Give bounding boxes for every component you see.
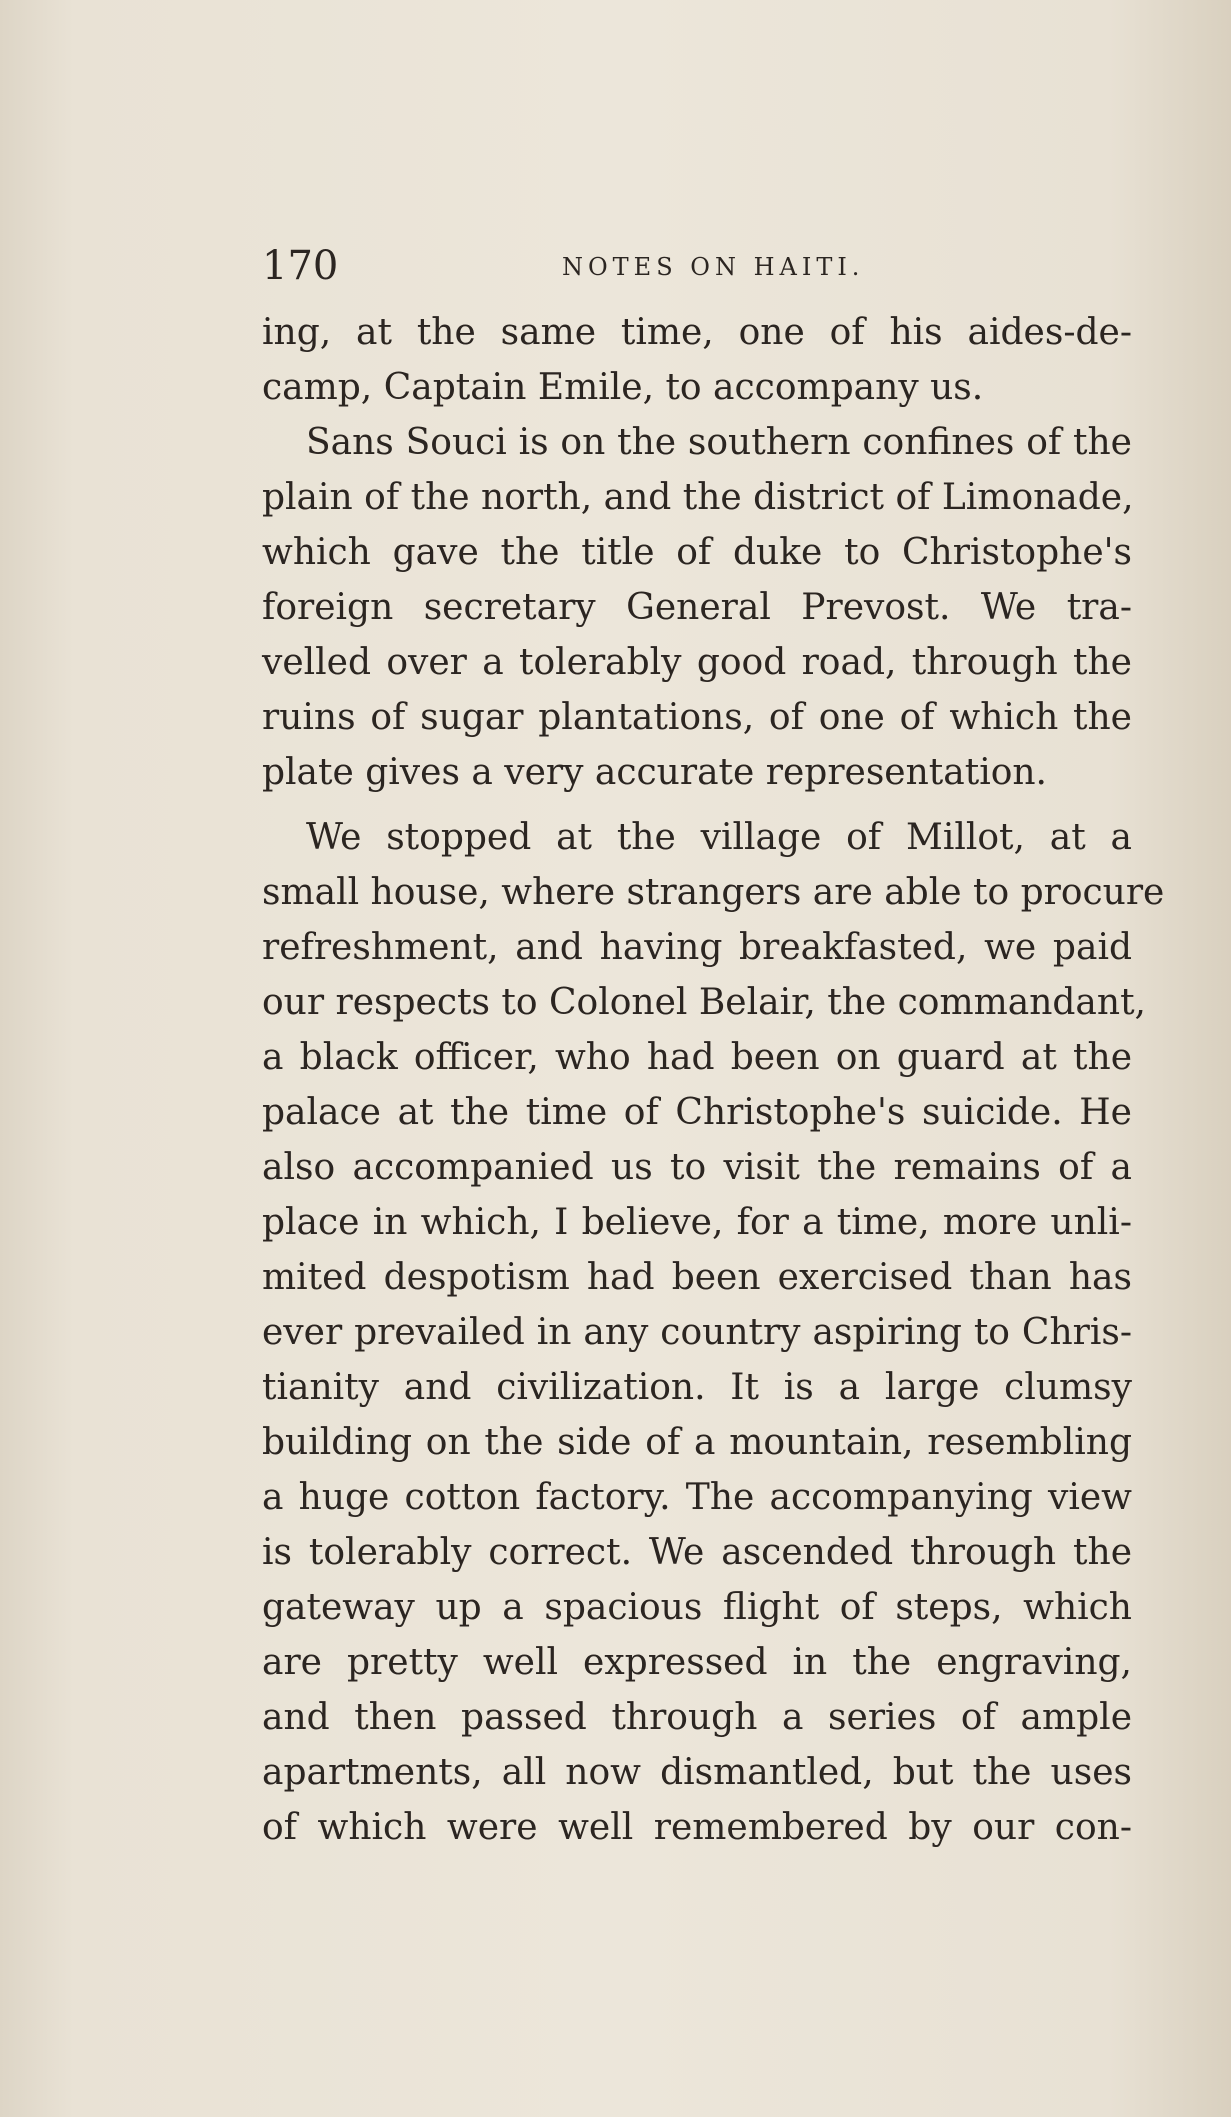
text-line: palace at the time of Christophe's suicide. He: [262, 1092, 1132, 1133]
text-line: also accompanied us to visit the remains of a: [262, 1147, 1132, 1188]
page-number: 170: [262, 243, 339, 289]
text-line: gateway up a spacious flight of steps, which: [262, 1587, 1132, 1628]
text-line: apartments, all now dismantled, but the uses: [262, 1752, 1132, 1793]
text-line: foreign secretary General Prevost. We tra-: [262, 587, 1132, 628]
text-line: of which were well remembered by our con-: [262, 1807, 1132, 1848]
text-line: plate gives a very accurate representation.: [262, 752, 1048, 793]
text-line: We stopped at the village of Millot, at a: [306, 817, 1132, 858]
text-line: are pretty well expressed in the engraving,: [262, 1642, 1132, 1683]
text-line: place in which, I believe, for a time, more unli-: [262, 1202, 1132, 1243]
text-line: tianity and civilization. It is a large clumsy: [262, 1367, 1132, 1408]
text-line: velled over a tolerably good road, through the: [262, 642, 1132, 683]
text-line: our respects to Colonel Belair, the commandant,: [262, 982, 1146, 1023]
text-line: and then passed through a series of ample: [262, 1697, 1132, 1738]
text-line: ing, at the same time, one of his aides-de-: [262, 312, 1132, 353]
text-line: ever prevailed in any country aspiring to Chris-: [262, 1312, 1132, 1353]
text-line: small house, where strangers are able to procure: [262, 872, 1165, 913]
text-line: ruins of sugar plantations, of one of which the: [262, 697, 1132, 738]
running-head: [262, 236, 1132, 296]
text-line: a black officer, who had been on guard at the: [262, 1037, 1132, 1078]
text-line: Sans Souci is on the southern confines of the: [306, 422, 1132, 463]
text-line: which gave the title of duke to Christophe's: [262, 532, 1132, 573]
text-line: camp, Captain Emile, to accompany us.: [262, 367, 984, 408]
text-line: is tolerably correct. We ascended through the: [262, 1532, 1132, 1573]
text-line: mited despotism had been exercised than has: [262, 1257, 1132, 1298]
text-line: refreshment, and having breakfasted, we paid: [262, 927, 1132, 968]
running-title: NOTES ON HAITI.: [562, 253, 865, 281]
text-line: a huge cotton factory. The accompanying view: [262, 1477, 1132, 1518]
text-line: building on the side of a mountain, resembling: [262, 1422, 1132, 1463]
text-line: plain of the north, and the district of Limonade,: [262, 477, 1134, 518]
